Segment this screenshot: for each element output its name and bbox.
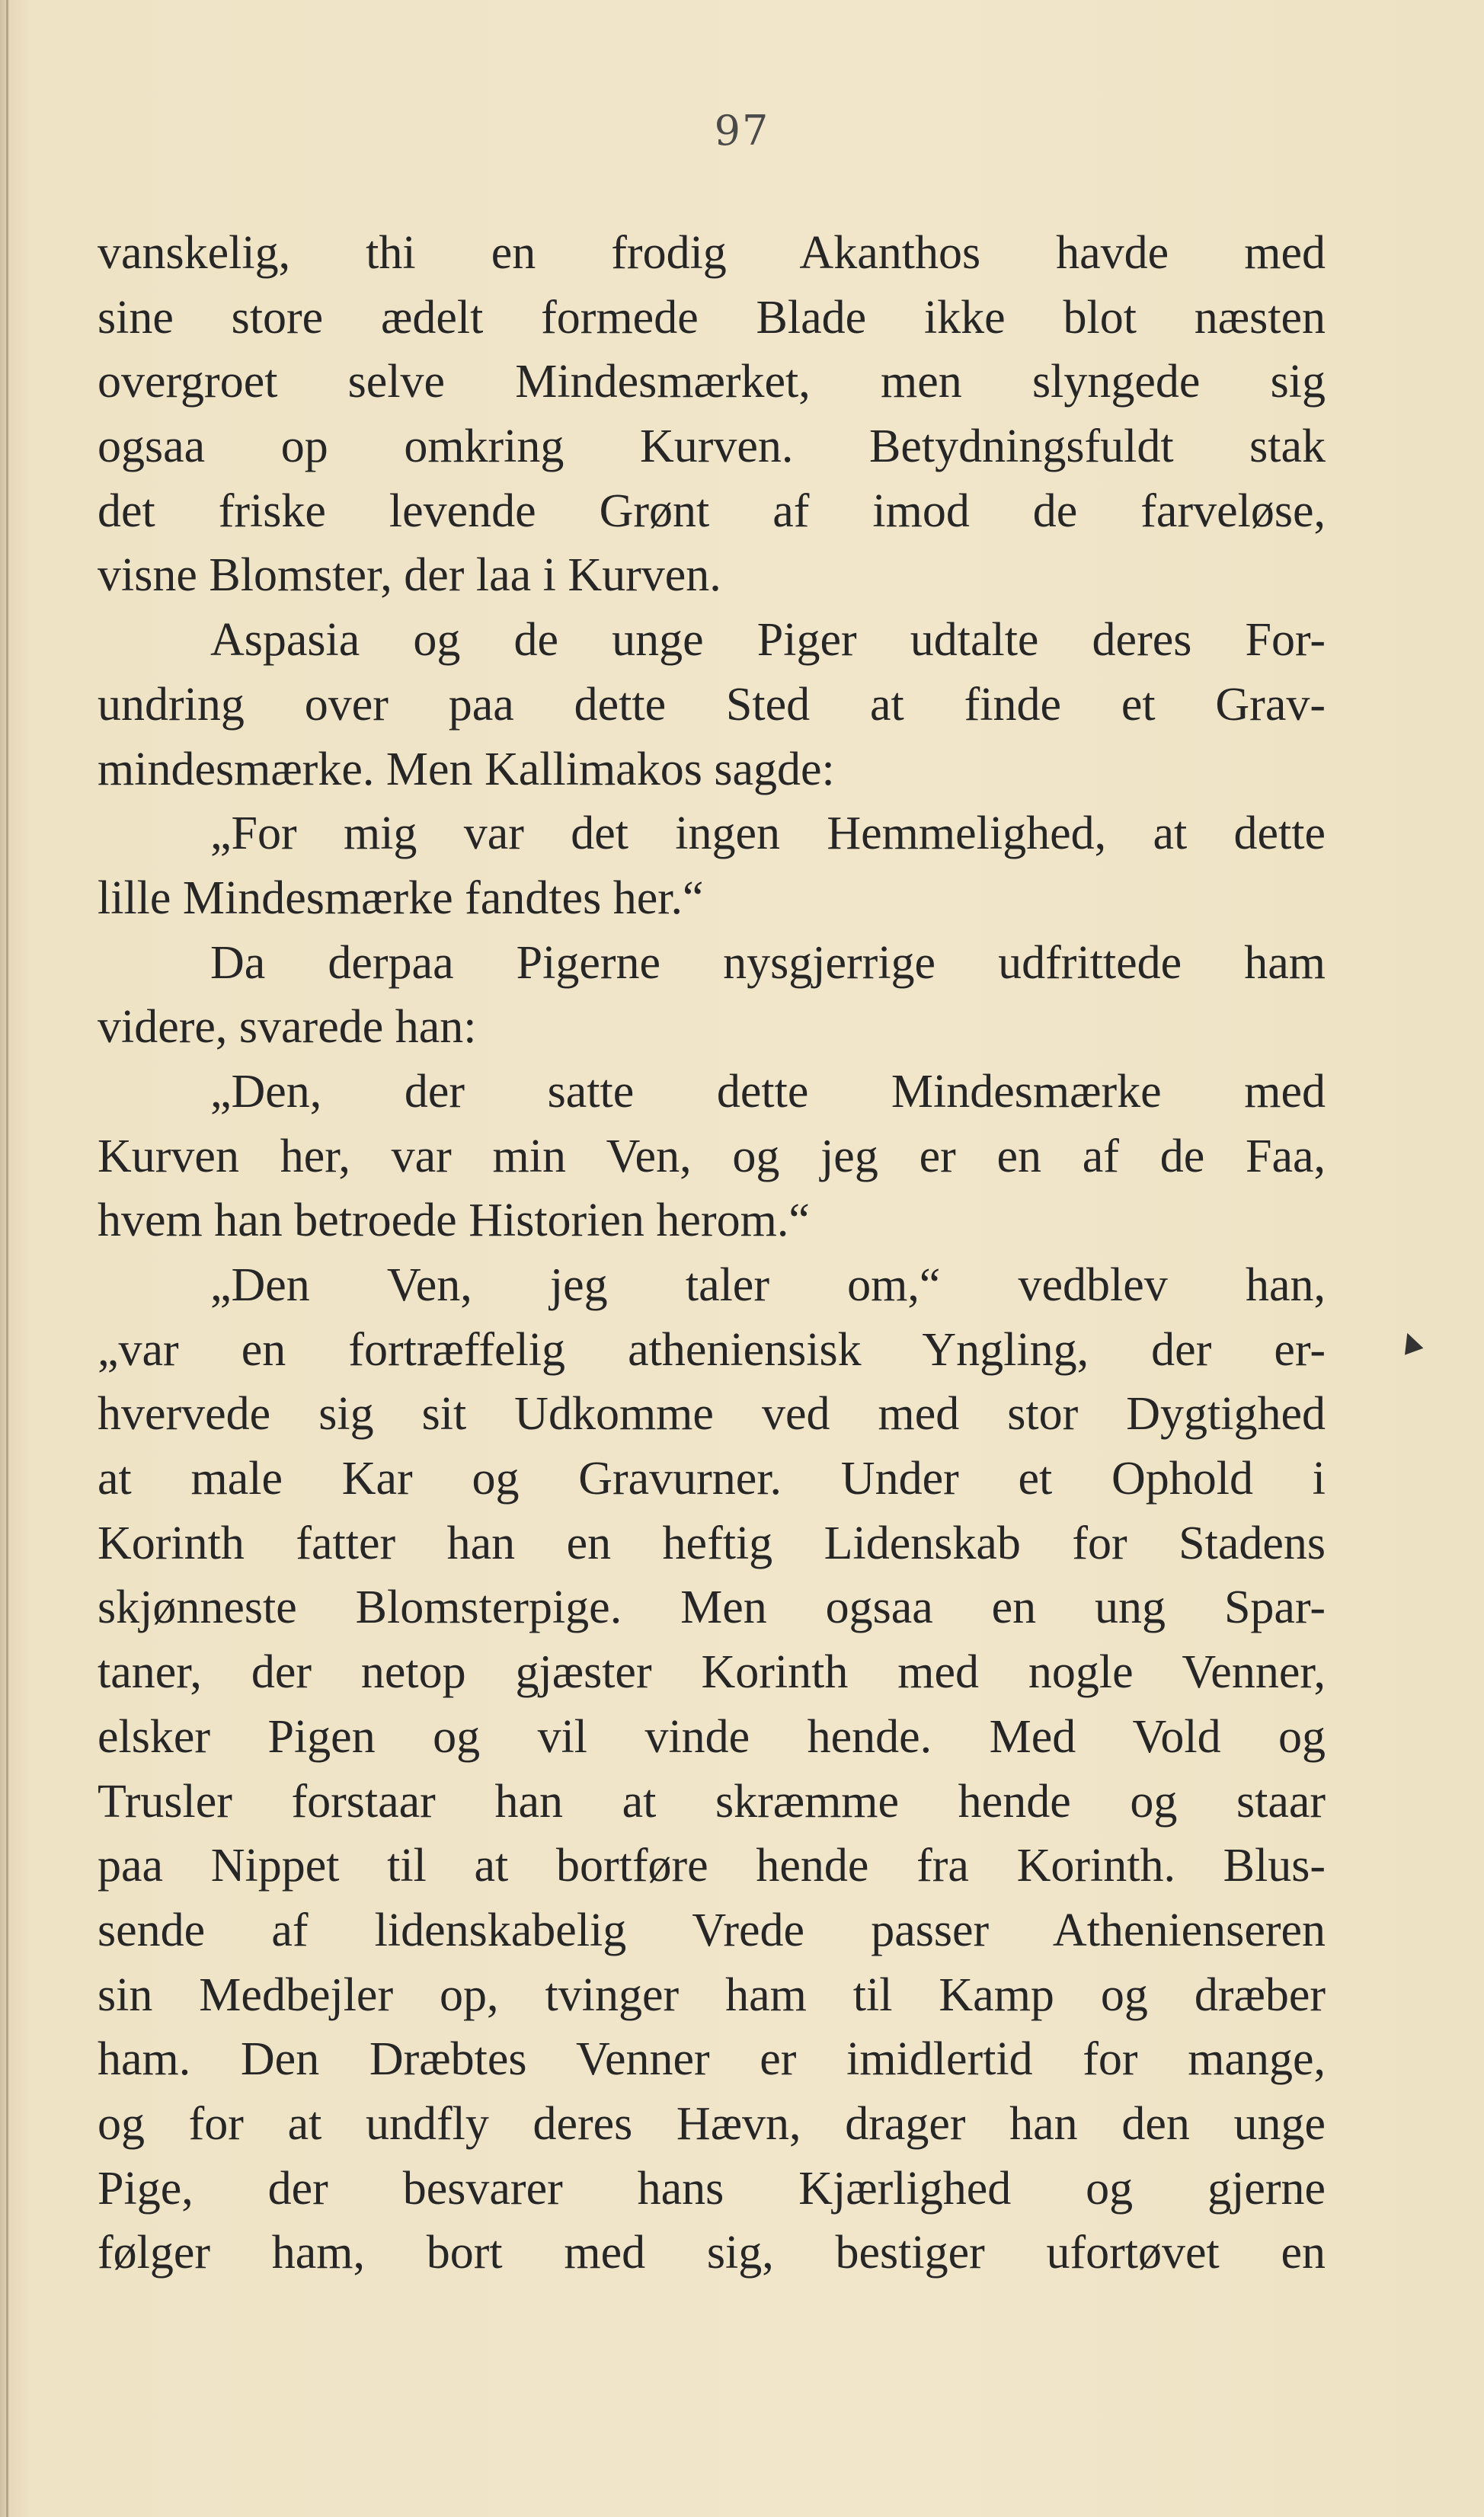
text-line: videre, svarede han: bbox=[98, 1001, 477, 1054]
text-line: ogsaa op omkring Kurven. Betydningsfuldt stak bbox=[98, 421, 1326, 473]
text-line: „For mig var det ingen Hemmelighed, at dette bbox=[210, 808, 1326, 860]
text-line: Aspasia og de unge Piger udtalte deres For- bbox=[210, 614, 1326, 667]
text-line: Kurven her, var min Ven, og jeg er en af de Faa, bbox=[98, 1130, 1326, 1182]
body-text bbox=[98, 221, 1326, 2285]
text-line: det friske levende Grønt af imod de farveløse, bbox=[98, 485, 1326, 537]
text-line: visne Blomster, der laa i Kurven. bbox=[98, 549, 721, 602]
text-line: undring over paa dette Sted at finde et Grav- bbox=[98, 678, 1326, 731]
text-line: sin Medbejler op, tvinger ham til Kamp og dræber bbox=[98, 1969, 1326, 2021]
text-line: hvervede sig sit Udkomme ved med stor Dygtighed bbox=[98, 1388, 1326, 1441]
page-number: 97 bbox=[714, 107, 770, 155]
text-line: sine store ædelt formede Blade ikke blot næsten bbox=[98, 291, 1326, 344]
ink-speck: ▲ bbox=[1395, 1322, 1425, 1359]
text-line: „var en fortræffelig atheniensisk Yngling, der er- bbox=[98, 1323, 1326, 1376]
text-line: vanskelig, thi en frodig Akanthos havde med bbox=[98, 227, 1326, 279]
text-line: at male Kar og Gravurner. Under et Ophold i bbox=[98, 1453, 1326, 1505]
text-line: taner, der netop gjæster Korinth med nogle Venner, bbox=[98, 1646, 1326, 1699]
text-line: hvem han betroede Historien herom.“ bbox=[98, 1195, 810, 1247]
text-line: „Den Ven, jeg taler om,“ vedblev han, bbox=[210, 1259, 1326, 1311]
text-line: sende af lidenskabelig Vrede passer Athenienseren bbox=[98, 1904, 1326, 1956]
text-line: lille Mindesmærke fandtes her.“ bbox=[98, 872, 704, 924]
text-line: følger ham, bort med sig, bestiger ufortøvet en bbox=[98, 2227, 1326, 2279]
text-line: og for at undfly deres Hævn, drager han den unge bbox=[98, 2097, 1326, 2150]
text-line: Trusler forstaar han at skræmme hende og staar bbox=[98, 1775, 1326, 1828]
text-line: ham. Den Dræbtes Venner er imidlertid for mange, bbox=[98, 2033, 1326, 2086]
text-line: Da derpaa Pigerne nysgjerrige udfrittede ham bbox=[210, 936, 1326, 989]
text-line: Pige, der besvarer hans Kjærlighed og gjerne bbox=[98, 2162, 1326, 2215]
text-line: overgroet selve Mindesmærket, men slyngede sig bbox=[98, 356, 1326, 408]
binding-edge bbox=[6, 0, 8, 2517]
text-line: „Den, der satte dette Mindesmærke med bbox=[210, 1065, 1326, 1118]
text-line: Korinth fatter han en heftig Lidenskab for Stadens bbox=[98, 1517, 1326, 1569]
text-line: skjønneste Blomsterpige. Men ogsaa en ung Spar- bbox=[98, 1582, 1326, 1634]
text-line: mindesmærke. Men Kallimakos sagde: bbox=[98, 743, 835, 795]
text-line: elsker Pigen og vil vinde hende. Med Vold og bbox=[98, 1710, 1326, 1763]
text-line: paa Nippet til at bortføre hende fra Korinth. Blus- bbox=[98, 1840, 1326, 1892]
